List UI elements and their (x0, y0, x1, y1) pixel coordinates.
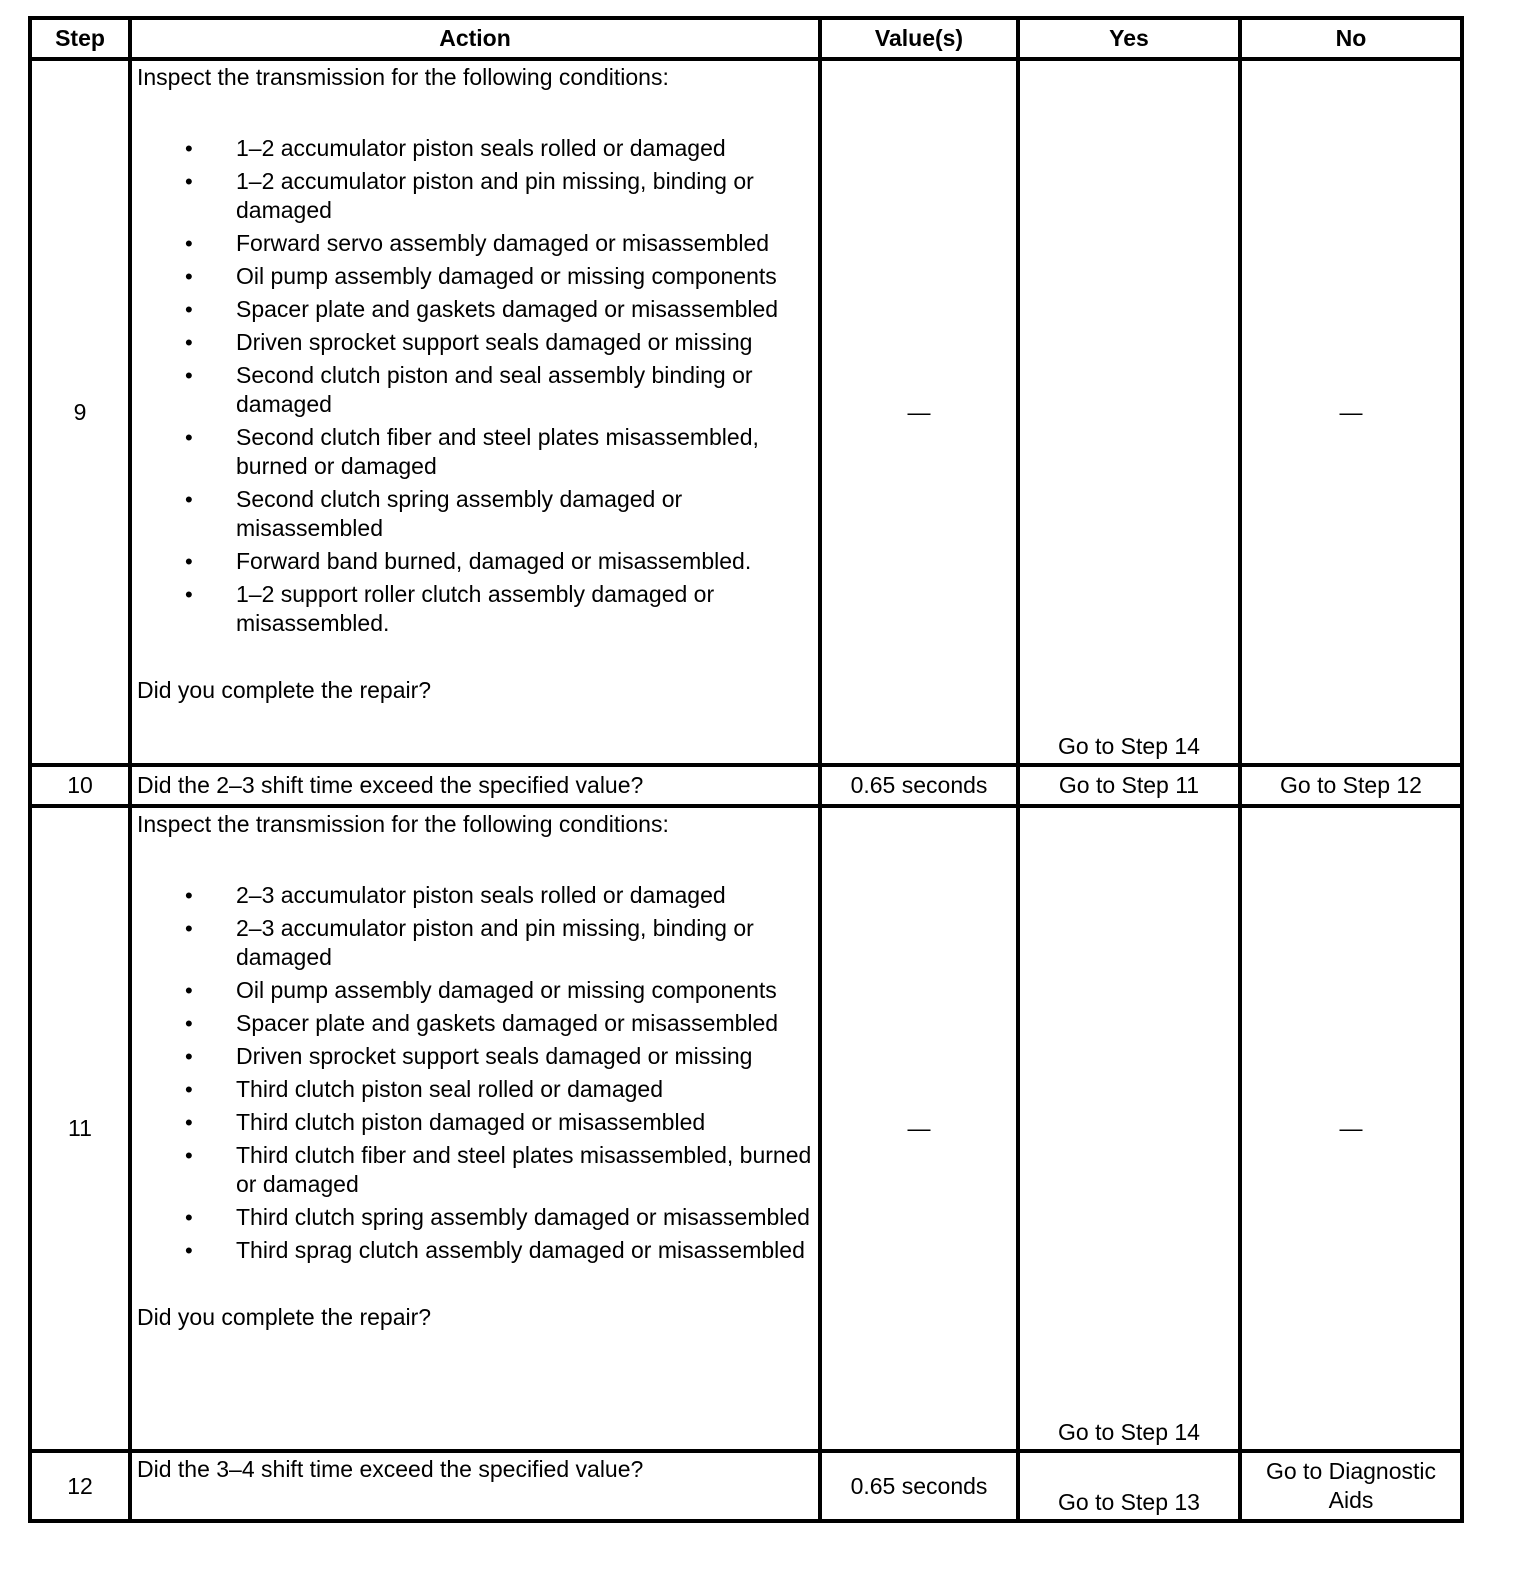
condition-item: • Driven sprocket support seals damaged or missing (137, 328, 814, 357)
action-question: Did you complete the repair? (137, 1304, 432, 1330)
action-intro: Inspect the transmission for the following conditions: (137, 811, 669, 837)
yes-cell: Go to Step 14 (1018, 806, 1240, 1451)
header-row (30, 18, 1462, 59)
step-number: 10 (30, 765, 130, 806)
value-cell: 0.65 seconds (820, 1451, 1018, 1521)
value-cell: — (820, 59, 1018, 765)
condition-item: • Forward servo assembly damaged or misassembled (137, 229, 814, 258)
action-cell (130, 806, 820, 1451)
condition-list (137, 134, 814, 638)
action-intro: Inspect the transmission for the following conditions: (137, 64, 669, 90)
diagnostic-table (28, 16, 1464, 1523)
condition-item: • Oil pump assembly damaged or missing components (137, 262, 814, 291)
header-action: Action (130, 18, 820, 59)
no-cell: — (1240, 806, 1462, 1451)
step-number: 9 (30, 59, 130, 765)
header-values: Value(s) (820, 18, 1018, 59)
condition-item: • Oil pump assembly damaged or missing components (137, 976, 814, 1005)
condition-item: • 2–3 accumulator piston seals rolled or damaged (137, 881, 814, 910)
condition-item: • Third clutch spring assembly damaged or misassembled (137, 1203, 814, 1232)
yes-cell: Go to Step 14 (1018, 59, 1240, 765)
value-cell: — (820, 806, 1018, 1451)
condition-item: • Third sprag clutch assembly damaged or misassembled (137, 1236, 814, 1265)
condition-item: • Second clutch piston and seal assembly binding or damaged (137, 361, 814, 419)
yes-cell: Go to Step 13 (1018, 1451, 1240, 1521)
no-cell: Go to Step 12 (1240, 765, 1462, 806)
condition-item: • Third clutch piston seal rolled or damaged (137, 1075, 814, 1104)
condition-item: • Driven sprocket support seals damaged or missing (137, 1042, 814, 1071)
table-row-step-10 (30, 765, 1462, 806)
no-cell: Go to Diagnostic Aids (1240, 1451, 1462, 1521)
condition-item: • Spacer plate and gaskets damaged or misassembled (137, 1009, 814, 1038)
header-yes: Yes (1018, 18, 1240, 59)
value-cell: 0.65 seconds (820, 765, 1018, 806)
table-row-step-12 (30, 1451, 1462, 1521)
header-step: Step (30, 18, 130, 59)
condition-item: • 1–2 accumulator piston and pin missing, binding or damaged (137, 167, 814, 225)
step-number: 11 (30, 806, 130, 1451)
no-cell: — (1240, 59, 1462, 765)
action-question: Did the 3–4 shift time exceed the specified value? (130, 1451, 820, 1521)
yes-cell: Go to Step 11 (1018, 765, 1240, 806)
condition-item: • Second clutch fiber and steel plates misassembled, burned or damaged (137, 423, 814, 481)
condition-list (137, 881, 814, 1265)
condition-item: • Third clutch piston damaged or misassembled (137, 1108, 814, 1137)
header-no: No (1240, 18, 1462, 59)
step-number: 12 (30, 1451, 130, 1521)
condition-item: • 2–3 accumulator piston and pin missing, binding or damaged (137, 914, 814, 972)
condition-item: • Second clutch spring assembly damaged or misassembled (137, 485, 814, 543)
condition-item: • 1–2 support roller clutch assembly damaged or misassembled. (137, 580, 814, 638)
action-question: Did you complete the repair? (137, 677, 432, 703)
table-row-step-9 (30, 59, 1462, 765)
action-question: Did the 2–3 shift time exceed the specified value? (130, 765, 820, 806)
condition-item: • 1–2 accumulator piston seals rolled or damaged (137, 134, 814, 163)
condition-item: • Spacer plate and gaskets damaged or misassembled (137, 295, 814, 324)
action-cell (130, 59, 820, 765)
table-row-step-11 (30, 806, 1462, 1451)
condition-item: • Forward band burned, damaged or misassembled. (137, 547, 814, 576)
condition-item: • Third clutch fiber and steel plates misassembled, burned or damaged (137, 1141, 814, 1199)
